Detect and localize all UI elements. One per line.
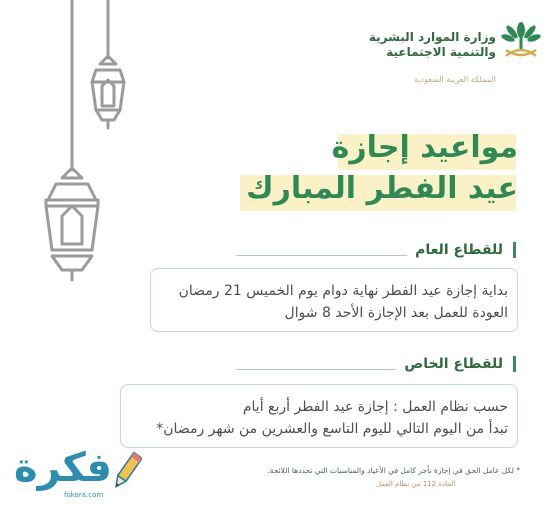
footnote-reference: المادة 112 من نظام العمل [376, 480, 456, 488]
org-name [316, 30, 496, 60]
watermark-domain: fokora.com [64, 491, 104, 499]
private-sector-heading: للقطاع الخاص [396, 356, 516, 372]
page-title-line2: عيد الفطر المبارك [246, 171, 518, 206]
org-name-line2: والتنمية الاجتماعية [386, 45, 496, 59]
footnote: * لكل عامل الحق في إجازة بأجر كامل في الأعياد والمناسبات التي تحددها اللائحة. [267, 466, 520, 475]
lantern-icon [92, 56, 124, 128]
lantern-icon [46, 168, 98, 280]
pencil-icon [112, 448, 142, 494]
org-name-line1: وزارة الموارد البشرية [368, 30, 496, 44]
lanterns-decoration [0, 0, 160, 300]
private-sector-line1: حسب نظام العمل : إجازة عيد الفطر أربع أيام [242, 399, 508, 415]
page-title-line1: مواعيد إجازة [331, 130, 518, 165]
palm-swords-logo-icon [498, 20, 544, 60]
private-sector-box [120, 384, 518, 448]
public-sector-line1: بداية إجازة عيد الفطر نهاية دوام يوم الخميس 21 رمضان [178, 283, 508, 299]
public-sector-heading: للقطاع العام [407, 242, 516, 258]
private-sector-line2: تبدأ من اليوم التالي لليوم التاسع والعشرين من شهر رمضان* [156, 421, 508, 437]
public-sector-line2: العودة للعمل بعد الإجازة الأحد 8 شوال [284, 305, 508, 321]
org-country: المملكة العربية السعودية [413, 75, 496, 84]
watermark-logo: فكرة [14, 445, 112, 491]
public-sector-box [150, 268, 518, 332]
